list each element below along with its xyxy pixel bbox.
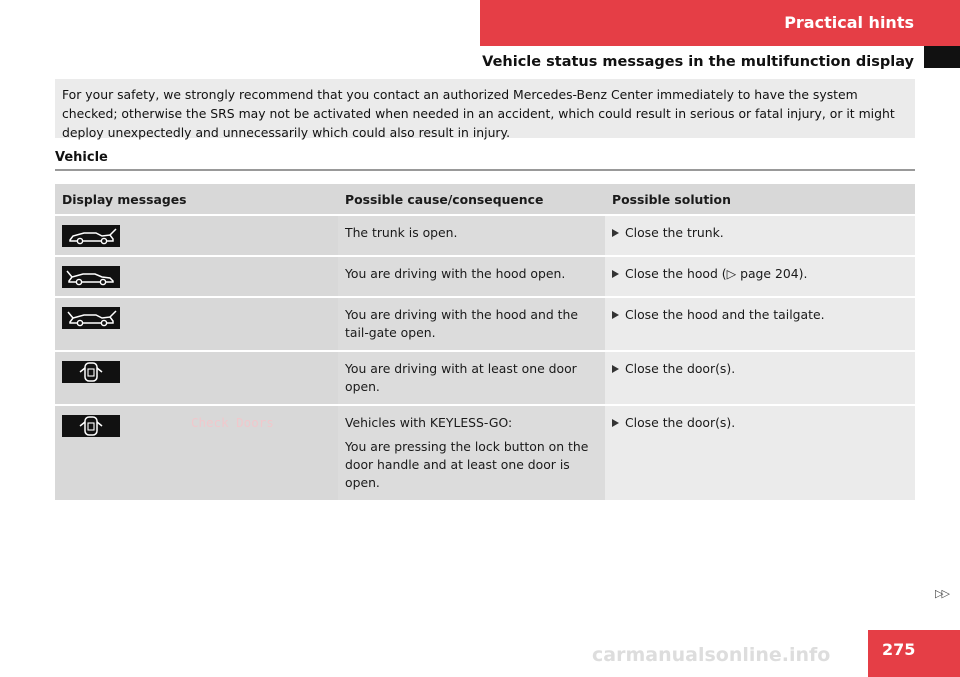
display-message-cell xyxy=(184,256,338,297)
cause-text: You are pressing the lock button on the door handle and at least one door is open. xyxy=(345,439,589,490)
action-arrow-icon xyxy=(612,270,619,278)
cause-text: You are driving with at least one door open. xyxy=(345,361,577,394)
cause-cell xyxy=(338,256,605,297)
header-cause: Possible cause/consequence xyxy=(338,184,605,215)
display-message-text: Check Doors xyxy=(191,415,274,430)
page-number: 275 xyxy=(882,640,916,659)
cause-cell xyxy=(338,297,605,351)
continued-marker: ▷▷ xyxy=(935,587,948,600)
door-open-icon xyxy=(62,361,120,383)
solution-cell xyxy=(605,215,915,256)
solution-text: Close the hood (▷ page 204). xyxy=(625,266,808,281)
cause-text: You are driving with the hood and the tail-gate open. xyxy=(345,307,579,340)
cause-cell xyxy=(338,405,605,500)
display-message-cell xyxy=(184,351,338,405)
subsection-heading: Vehicle xyxy=(55,150,108,165)
door-open-icon xyxy=(62,415,120,437)
table-row xyxy=(55,256,915,297)
action-arrow-icon xyxy=(612,229,619,237)
display-symbol-cell xyxy=(55,405,184,500)
solution-cell xyxy=(605,256,915,297)
cause-cell xyxy=(338,351,605,405)
table-row xyxy=(55,215,915,256)
display-symbol-cell xyxy=(55,256,184,297)
header-solution: Possible solution xyxy=(605,184,915,215)
cause-text: Vehicles with KEYLESS-GO: xyxy=(345,415,513,430)
action-arrow-icon xyxy=(612,365,619,373)
chapter-title: Practical hints xyxy=(784,13,914,32)
display-message-cell xyxy=(184,215,338,256)
cause-cell xyxy=(338,215,605,256)
hood-tailgate-open-icon xyxy=(62,307,120,329)
table-row xyxy=(55,405,915,500)
table-header-row xyxy=(55,184,915,215)
display-message-cell xyxy=(184,297,338,351)
solution-cell xyxy=(605,405,915,500)
status-messages-table xyxy=(55,184,915,500)
heading-divider xyxy=(55,169,915,171)
watermark: carmanualsonline.info xyxy=(592,644,831,666)
action-arrow-icon xyxy=(612,419,619,427)
display-symbol-cell xyxy=(55,351,184,405)
display-symbol-cell xyxy=(55,297,184,351)
table-row xyxy=(55,297,915,351)
trunk-open-icon xyxy=(62,225,120,247)
safety-note: For your safety, we strongly recommend that you contact an authorized Mercedes-Benz Center immediately to have the system checked; otherwise the SRS may not be activated when needed in an accident, which could result in serious or fatal injury, or it might deploy unexpectedly and unnecessarily which could also result in injury. xyxy=(55,79,915,138)
solution-cell xyxy=(605,297,915,351)
solution-text: Close the door(s). xyxy=(625,361,736,376)
table-row xyxy=(55,351,915,405)
solution-cell xyxy=(605,351,915,405)
action-arrow-icon xyxy=(612,311,619,319)
display-message-cell xyxy=(184,405,338,500)
solution-text: Close the trunk. xyxy=(625,225,724,240)
chapter-marker xyxy=(924,46,960,68)
cause-text: The trunk is open. xyxy=(345,225,458,240)
solution-text: Close the hood and the tailgate. xyxy=(625,307,825,322)
cause-text: You are driving with the hood open. xyxy=(345,266,566,281)
page-number-tab xyxy=(868,630,960,677)
display-symbol-cell xyxy=(55,215,184,256)
section-title: Vehicle status messages in the multifunction display xyxy=(482,54,914,70)
header-display-messages: Display messages xyxy=(55,184,338,215)
hood-open-icon xyxy=(62,266,120,288)
solution-text: Close the door(s). xyxy=(625,415,736,430)
